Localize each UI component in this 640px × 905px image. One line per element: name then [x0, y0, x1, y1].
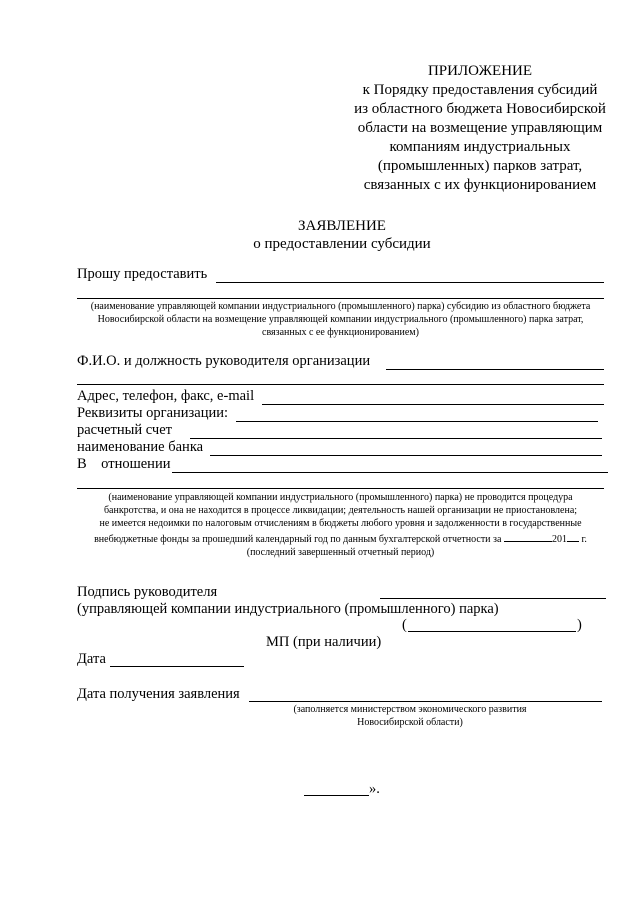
closing-mark: ». — [369, 781, 380, 797]
appendix-line: из областного бюджета Новосибирской — [354, 101, 606, 117]
statement-subtitle: о предоставлении субсидии — [253, 236, 431, 252]
company-name-blank[interactable] — [77, 298, 604, 299]
signature-decode-blank[interactable] — [408, 631, 576, 632]
regarding-blank-2[interactable] — [77, 488, 604, 489]
request-note: (наименование управляющей компании индустриального (промышленного) парка) субсидию из областного бюджета Новосибирской области на возмещение управляющей компании индустриального (промышленного) парка затрат, связанных с ее функционированием) — [90, 301, 591, 338]
appendix-title: ПРИЛОЖЕНИЕ — [427, 63, 533, 79]
head-name-blank[interactable] — [386, 369, 604, 370]
appendix-line: (промышленных) парков затрат, — [377, 158, 583, 174]
regarding-note-line: (последний завершенный отчетный период) — [246, 547, 435, 558]
signature-label-company: (управляющей компании индустриального (промышленного) парка) — [77, 601, 499, 617]
date-blank[interactable] — [110, 666, 244, 667]
close-paren: ) — [577, 617, 582, 633]
bank-blank[interactable] — [210, 455, 602, 456]
open-paren: ( — [402, 617, 407, 633]
receipt-label: Дата получения заявления — [77, 686, 240, 702]
year-text: 201 — [551, 534, 567, 545]
year-blank[interactable] — [567, 530, 579, 542]
regarding-label: В отношении — [77, 456, 171, 472]
request-label: Прошу предоставить — [77, 266, 208, 282]
signature-blank[interactable] — [380, 598, 606, 599]
address-label: Адрес, телефон, факс, e-mail — [77, 388, 255, 404]
appendix-line: области на возмещение управляющим — [357, 120, 603, 136]
receipt-note: (заполняется министерством экономического развития Новосибирской области) — [293, 704, 527, 728]
head-name-blank-2[interactable] — [77, 384, 604, 385]
appendix-line: к Порядку предоставления субсидий — [362, 82, 598, 98]
requisites-label: Реквизиты организации: — [77, 405, 229, 421]
statement-title: ЗАЯВЛЕНИЕ — [298, 218, 386, 234]
account-blank[interactable] — [190, 438, 602, 439]
stamp-label: МП (при наличии) — [266, 634, 382, 650]
date-label: Дата — [77, 651, 106, 667]
appendix-block — [340, 62, 620, 195]
regarding-note-line: банкротства, и она не находится в процессе ликвидации; деятельность нашей организации не приостановлена; — [103, 505, 578, 516]
requisites-blank[interactable] — [236, 421, 598, 422]
appendix-line: связанных с их функционированием — [363, 177, 597, 193]
year-suffix: г. — [581, 534, 587, 545]
regarding-note-line: не имеется недоимки по налоговым отчислениям в бюджеты любого уровня и задолженности в государственные — [99, 518, 582, 529]
regarding-note-line-year: внебюджетные фонды за прошедший календарный год по данным бухгалтерской отчетности за 201 г. — [77, 530, 604, 546]
regarding-note — [77, 491, 604, 559]
period-blank[interactable] — [504, 530, 552, 542]
regarding-blank[interactable] — [172, 472, 608, 473]
receipt-blank[interactable] — [249, 701, 602, 702]
closing-blank — [304, 795, 369, 796]
signature-label: Подпись руководителя — [77, 584, 218, 600]
regarding-note-line: (наименование управляющей компании индустриального (промышленного) парка) не проводится процедура — [108, 492, 573, 503]
account-label: расчетный счет — [77, 422, 172, 438]
appendix-line: компаниям индустриальных — [389, 139, 571, 155]
request-blank[interactable] — [216, 282, 604, 283]
bank-label: наименование банка — [77, 439, 204, 455]
address-blank[interactable] — [262, 404, 604, 405]
head-name-label: Ф.И.О. и должность руководителя организации — [77, 353, 371, 369]
